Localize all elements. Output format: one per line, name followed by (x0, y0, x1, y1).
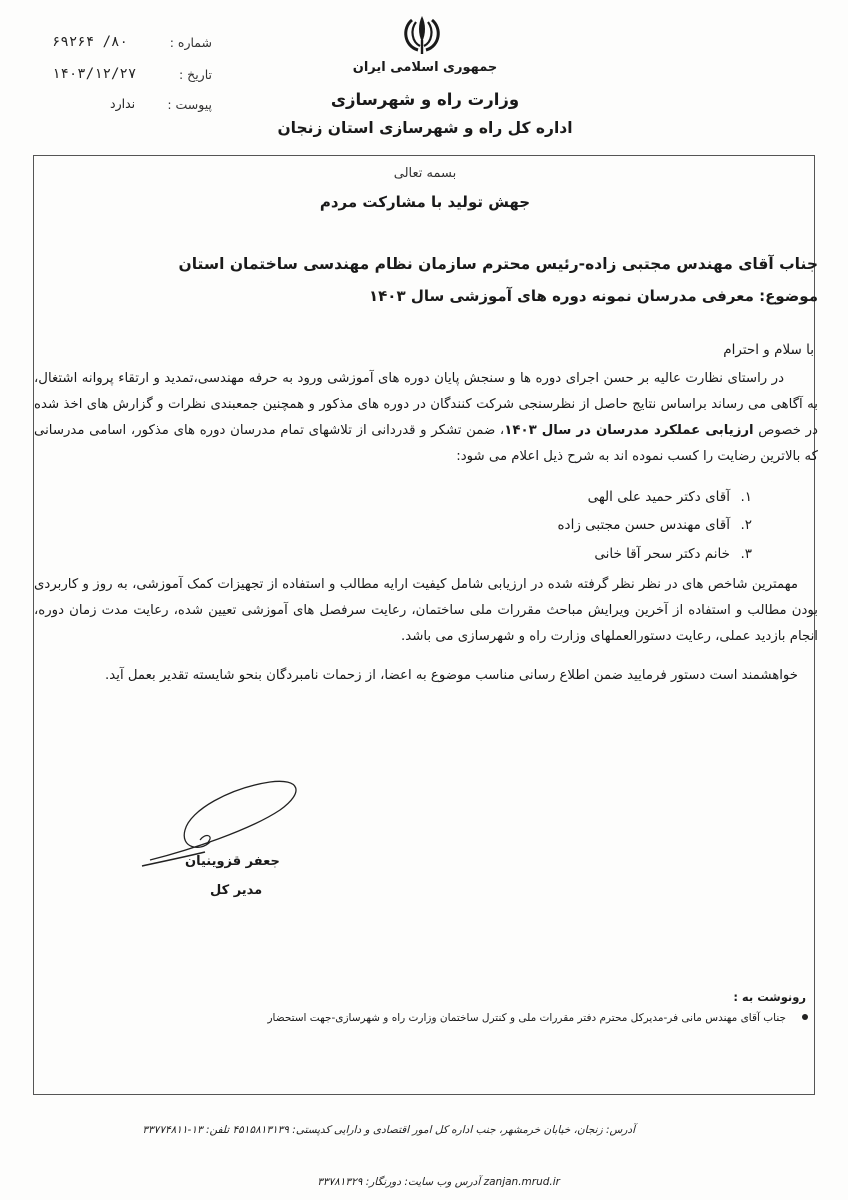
letter-date-value: ۱۴۰۳/۱۲/۲۷ (52, 66, 137, 82)
bismillah: بسمه تعالی (393, 166, 457, 181)
signer-name: جعفر قزوینیان (185, 854, 280, 869)
signer-title: مدیر کل (210, 883, 263, 898)
body-paragraph-2: مهمترین شاخص های در نظر نظر گرفته شده در ارزیابی شامل کیفیت ارایه مطالب و استفاده از تجهیزات کمک آموزشی، به روز و کاربردی بودن مطالب و استفاده از آخرین ویرایش مباحث مقررات ملی ساختمان، رعایت سرفصل های آموزشی تعیین شده، رعایت مدت زمان دوره، انجام بازدید عملی، رعایت دستورالعملهای وزارت راه و شهرسازی می باشد. (34, 577, 818, 644)
cc-item-text: جناب آقای مهندس مانی فر-مدیرکل محترم دفتر مقررات ملی و کنترل ساختمان وزارت راه و شهرسازی-جهت استحضار (267, 1012, 786, 1024)
letter-attachment-value: ندارد (110, 96, 136, 111)
list-item (587, 489, 752, 505)
letter-number-label: شماره : (169, 35, 212, 50)
letter-date-label: تاریخ : (178, 67, 212, 82)
list-item-text: آقای مهندس حسن مجتبی زاده (557, 517, 730, 533)
list-item-number: ۲. (740, 517, 752, 533)
letter-number-value: ۸۰/ ۶۹۲۶۴ (52, 34, 128, 50)
cc-label: رونوشت به : (733, 990, 806, 1004)
bullet-icon (802, 1014, 808, 1020)
footer-address: آدرس: زنجان، خیابان خرمشهر، جنب اداره کل امور اقتصادی و دارایی کدپستی: ۴۵۱۵۸۱۳۱۳۹ تلفن: ۱۳-۳۳۷۷۴۸۱۱ (142, 1124, 635, 1136)
iran-emblem-icon (394, 12, 450, 58)
body-paragraph-1-end: ، ضمن تشکر و قدردانی از تلاشهای تمام مدرسان دوره های مذکور، اسامی مدرسانی که بالاترین رضایت را کسب نموده اند به شرح ذیل اعلام می شود: (34, 423, 818, 464)
footer-website: zanjan.mrud.ir آدرس وب سایت: دورنگار: ۳۳۷۸۱۳۲۹ (317, 1176, 560, 1188)
slogan: جهش تولید با مشارکت مردم (319, 193, 531, 211)
list-item (594, 546, 752, 562)
letter-attachment-label: پیوست : (167, 97, 212, 112)
recipient-line: جناب آقای مهندس مجتبی زاده-رئیس محترم سازمان نظام مهندسی ساختمان استان (178, 255, 818, 273)
list-item-text: آقای دکتر حمید علی الهی (587, 489, 730, 505)
greeting: با سلام و احترام (723, 342, 814, 358)
subject-line: موضوع: معرفی مدرسان نمونه دوره های آموزشی سال ۱۴۰۳ (368, 287, 818, 305)
republic-title: جمهوری اسلامی ایران (352, 60, 498, 75)
list-item-number: ۱. (740, 489, 752, 505)
list-item (557, 517, 752, 533)
body-paragraph-1 (34, 366, 818, 470)
list-item-number: ۳. (740, 546, 752, 562)
body-paragraph-1-emphasis: ارزیابی عملکرد مدرسان در سال ۱۴۰۳ (504, 423, 754, 438)
department-title: اداره کل راه و شهرسازی استان زنجان (277, 119, 573, 137)
list-item-text: خانم دکتر سحر آقا خانی (594, 546, 730, 562)
body-paragraph-3: خواهشمند است دستور فرمایید ضمن اطلاع رسانی مناسب موضوع به اعضا، از زحمات نامبردگان بنحو شایسته تقدیر بعمل آید. (105, 668, 798, 683)
body-paragraph-1-start: در راستای نظارت عالیه بر حسن اجرای دوره ها و سنجش پایان دوره های آموزشی ورود به حرفه مهندسی،تمدید و ارتقاء پروانه اشتغال، به آگاهی می رساند براساس نتایج حاصل از نظرسنجی شرکت کنندگان در دوره های مذکور و همچنین جمعبندی نظرات و گزارش های اخذ شده در خصوص (34, 371, 818, 438)
ministry-title: وزارت راه و شهرسازی (330, 90, 520, 109)
